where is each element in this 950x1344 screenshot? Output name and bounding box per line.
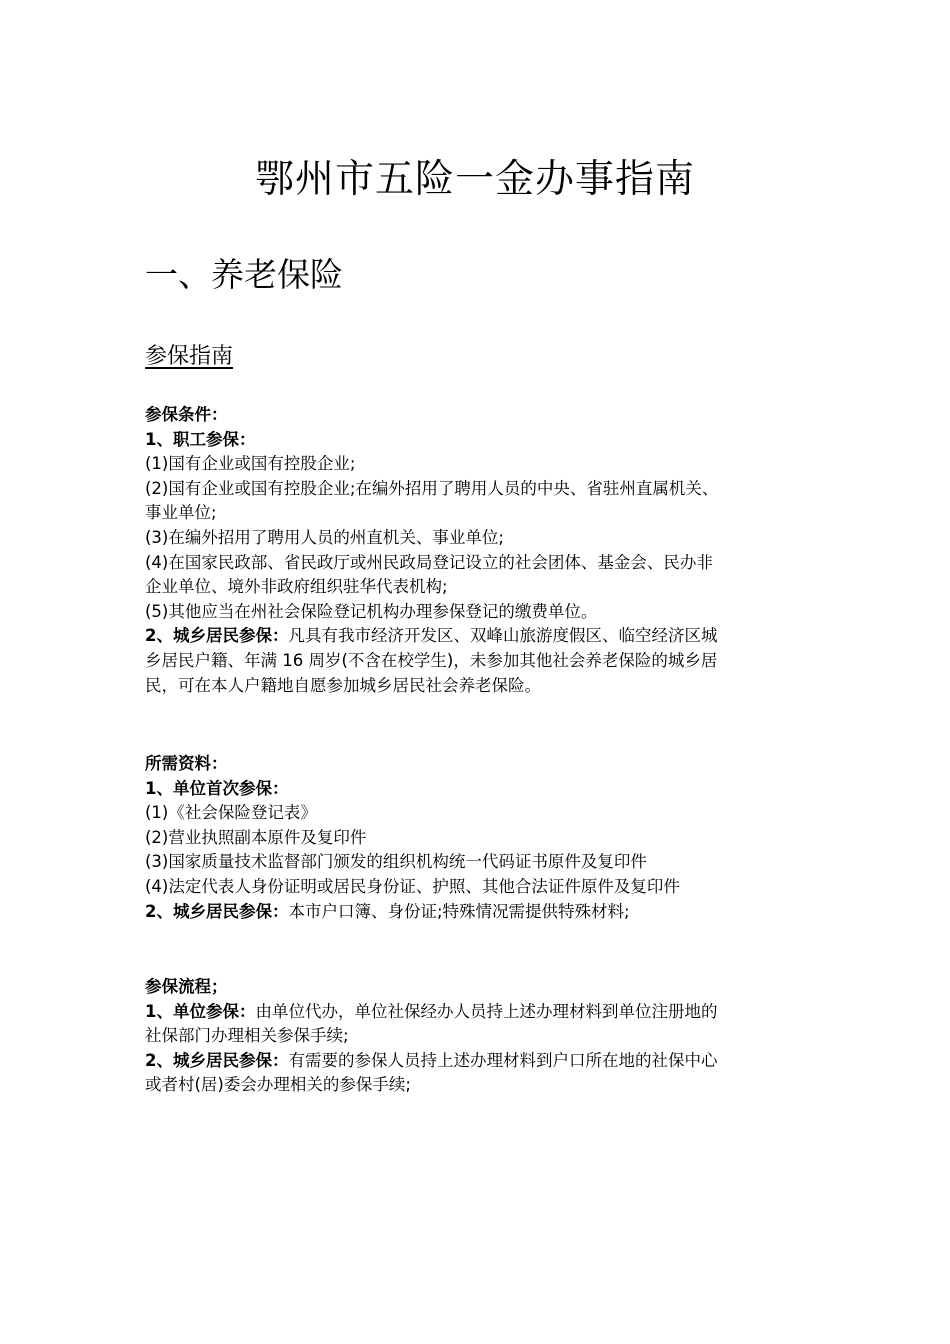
unit-materials-label: 1、单位首次参保：	[145, 778, 289, 798]
worker-item: 企业单位、境外非政府组织驻华代表机构;	[145, 577, 448, 597]
resident-text: 凡具有我市经济开发区、双峰山旅游度假区、临空经济区城	[288, 626, 718, 646]
worker-item: (4)在国家民政部、省民政厅或州民政局登记设立的社会团体、基金会、民办非	[145, 552, 713, 572]
worker-item: (2)国有企业或国有控股企业;在编外招用了聘用人员的中央、省驻州直属机关、	[145, 478, 719, 498]
resident-label: 2、城乡居民参保：	[145, 626, 289, 646]
material-item: (2)营业执照副本原件及复印件	[145, 827, 367, 847]
resident-process-text: 有需要的参保人员持上述办理材料到户口所在地的社保中心	[288, 1050, 718, 1070]
document-title: 鄂州市五险一金办事指南	[254, 157, 695, 202]
process-heading: 参保流程；	[145, 977, 228, 996]
worker-item: (3)在编外招用了聘用人员的州直机关、事业单位;	[145, 527, 504, 547]
worker-item: 事业单位;	[145, 503, 217, 523]
unit-process-text: 社保部门办理相关参保手续;	[145, 1026, 349, 1046]
material-item: (3)国家质量技术监督部门颁发的组织机构统一代码证书原件及复印件	[145, 852, 647, 872]
resident-materials-text: 本市户口簿、身份证;特殊情况需提供特殊材料;	[288, 901, 630, 921]
resident-process-text: 或者村(居)委会办理相关的参保手续;	[145, 1075, 411, 1095]
unit-process-label: 1、单位参保：	[145, 1001, 256, 1021]
unit-process-text: 由单位代办，单位社保经办人员持上述办理材料到单位注册地的	[255, 1001, 718, 1021]
resident-text: 民，可在本人户籍地自愿参加城乡居民社会养老保险。	[145, 675, 541, 695]
resident-condition-line	[145, 624, 813, 649]
conditions-block	[145, 403, 813, 698]
material-item: (1)《社会保险登记表》	[145, 803, 317, 823]
material-item: (4)法定代表人身份证明或居民身份证、护照、其他合法证件原件及复印件	[145, 876, 680, 896]
worker-label: 1、职工参保：	[145, 429, 256, 449]
process-block	[145, 975, 813, 1098]
resident-process-line	[145, 1049, 813, 1074]
unit-process-line	[145, 1000, 813, 1025]
subsection-heading: 参保指南	[145, 344, 234, 369]
worker-item: (5)其他应当在州社会保险登记机构办理参保登记的缴费单位。	[145, 601, 598, 621]
resident-text: 乡居民户籍、年满 16 周岁(不含在校学生)，未参加其他社会养老保险的城乡居	[145, 650, 718, 670]
resident-materials-label: 2、城乡居民参保：	[145, 901, 289, 921]
materials-block	[145, 752, 813, 924]
resident-process-label: 2、城乡居民参保：	[145, 1050, 289, 1070]
section-heading: 一、养老保险	[145, 255, 343, 294]
resident-materials-line	[145, 900, 813, 925]
conditions-heading: 参保条件：	[145, 405, 228, 424]
worker-item: (1)国有企业或国有控股企业;	[145, 454, 356, 474]
materials-heading: 所需资料：	[145, 754, 228, 773]
